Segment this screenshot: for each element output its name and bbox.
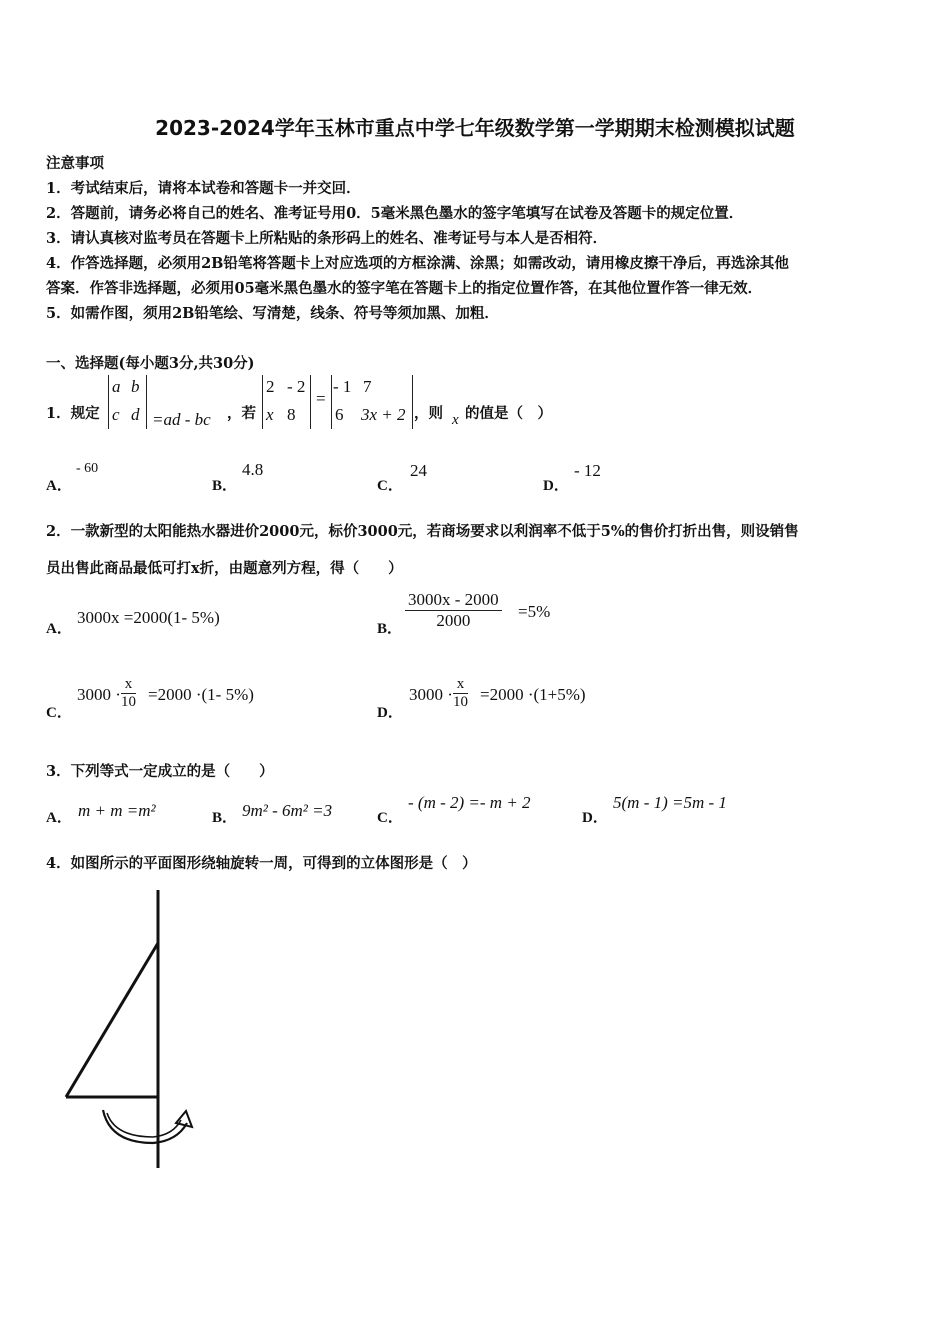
option-expression: 3000 ·	[77, 685, 121, 704]
notice-item: 1．考试结束后，请将本试卷和答题卡一并交回．	[46, 180, 361, 197]
option-label[interactable]: B．	[212, 478, 238, 494]
option-expression: 3000 ·	[409, 685, 453, 704]
arrow-head	[176, 1111, 192, 1127]
option-expression: =5%	[518, 602, 551, 621]
option-expression: 5(m - 1) =5m - 1	[613, 793, 727, 812]
q3-stem: 3．下列等式一定成立的是（ ）	[46, 763, 274, 780]
q1-matrix-left: 2 - 2 x 8	[262, 375, 311, 429]
option-expression: =2000 ·(1- 5%)	[148, 685, 254, 704]
option-value: - 12	[574, 461, 601, 480]
option-expression: 9m² - 6m² =3	[242, 801, 333, 820]
q2-stem-line2: 员出售此商品最低可打x折，由题意列方程，得（ ）	[46, 560, 403, 577]
q4-stem: 4．如图所示的平面图形绕轴旋转一周，可得到的立体图形是（ ）	[46, 855, 477, 872]
rotation-figure	[55, 885, 205, 1175]
option-value: 24	[410, 461, 427, 480]
q2-stem-line1: 2．一款新型的太阳能热水器进价2000元，标价3000元，若商场要求以利润率不低于5%的售价打折出售，则设销售	[46, 523, 799, 540]
fraction: $\frac{x}{10}$	[121, 676, 136, 710]
option-expression: =2000 ·(1+5%)	[480, 685, 586, 704]
option-label[interactable]: C．	[377, 478, 403, 494]
notice-item: 4．作答选择题，必须用2B铅笔将答题卡上对应选项的方框涂满、涂黑；如需改动，请用橡皮擦干净后，再选涂其他	[46, 255, 789, 272]
q1-definition-determinant: a b c d	[108, 375, 147, 429]
option-value: 4.8	[242, 460, 264, 479]
option-expression: m + m =m²	[78, 801, 156, 820]
notice-item: 答案．作答非选择题，必须用05毫米黑色墨水的签字笔在答题卡上的指定位置作答，在其他位置作答一律无效．	[46, 280, 763, 297]
option-label[interactable]: A．	[46, 478, 72, 494]
option-label[interactable]: C．	[377, 810, 403, 826]
notice-item: 2．答题前，请务必将自己的姓名、准考证号用0．5毫米黑色墨水的签字笔填写在试卷及答题卡的规定位置．	[46, 205, 744, 222]
q1-prefix: 1．规定	[46, 405, 100, 422]
page-title: 2023-2024学年玉林市重点中学七年级数学第一学期期末检测模拟试题	[155, 116, 795, 140]
fraction: $\frac{3000x - 2000}{2000}$	[405, 590, 502, 631]
option-label[interactable]: D．	[377, 705, 403, 721]
notice-item: 3．请认真核对监考员在答题卡上所粘贴的条形码上的姓名、准考证号与本人是否相符．	[46, 230, 608, 247]
option-value: - 60	[76, 461, 99, 476]
option-label[interactable]: B．	[212, 810, 238, 826]
option-label[interactable]: B．	[377, 621, 403, 637]
triangle-hypotenuse	[66, 943, 158, 1097]
option-label[interactable]: A．	[46, 810, 72, 826]
q1-matrix-right: - 1 7 6 3x + 2	[331, 375, 413, 429]
q1-definition-rhs: =ad - bc	[152, 410, 211, 429]
option-label[interactable]: A．	[46, 621, 72, 637]
option-label[interactable]: D．	[543, 478, 569, 494]
option-label[interactable]: C．	[46, 705, 72, 721]
option-expression: 3000x =2000(1- 5%)	[77, 608, 220, 627]
fraction: $\frac{x}{10}$	[453, 676, 468, 710]
option-expression: - (m - 2) =- m + 2	[408, 793, 531, 812]
q1-variable: x	[452, 412, 459, 428]
notice-item: 5．如需作图，须用2B铅笔绘、写清楚，线条、符号等须加黑、加粗．	[46, 305, 499, 322]
section-heading: 一、选择题(每小题3分,共30分)	[46, 355, 255, 372]
option-label[interactable]: D．	[582, 810, 608, 826]
notice-heading: 注意事项	[46, 155, 104, 172]
